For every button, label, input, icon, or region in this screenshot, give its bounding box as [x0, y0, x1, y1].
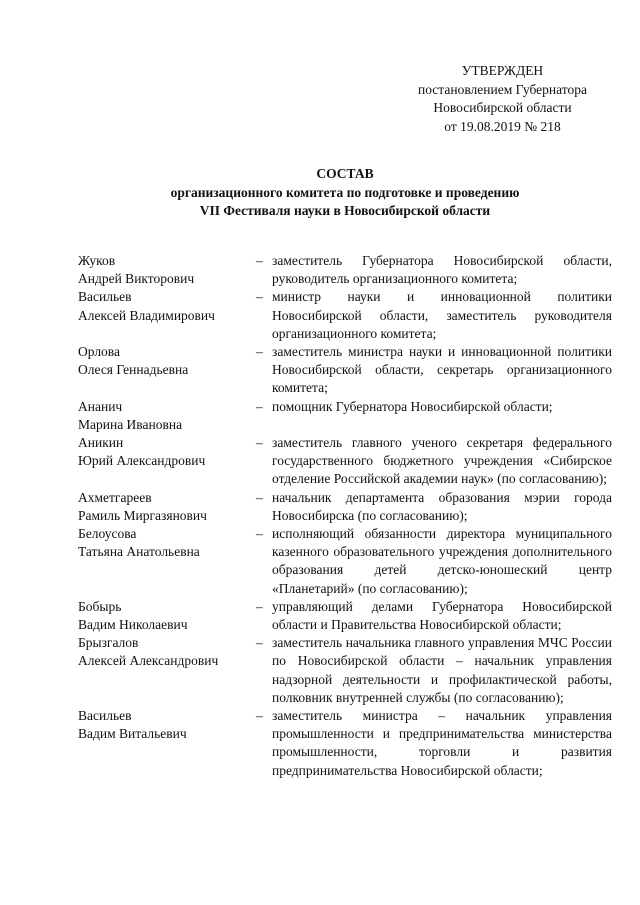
member-name	[78, 288, 256, 343]
member-given-names: Татьяна Анатольевна	[78, 544, 200, 560]
member-role: заместитель Губернатора Новосибирской области, руководитель организационного комитета;	[272, 253, 612, 287]
member-entry	[78, 398, 612, 434]
approval-region: Новосибирской области	[433, 100, 572, 115]
member-role: заместитель начальника главного управления МЧС России по Новосибирской области – начальник управления надзорной деятельности и профилактической работы, полковник внутренней службы (по согласованию);	[272, 635, 612, 705]
approval-date-number: от 19.08.2019 № 218	[444, 118, 561, 134]
member-surname: Бобырь	[78, 598, 122, 614]
member-given-names: Алексей Александрович	[78, 653, 219, 669]
member-entry	[78, 288, 612, 343]
approval-stamp	[395, 62, 610, 136]
member-entry	[78, 489, 612, 525]
member-dash: –	[256, 635, 263, 651]
approval-title: УТВЕРЖДЕН	[461, 63, 544, 78]
member-role: управляющий делами Губернатора Новосибирской области и Правительства Новосибирской области;	[272, 598, 612, 633]
member-given-names: Вадим Николаевич	[78, 617, 188, 633]
member-role: министр науки и инновационной политики Новосибирской области, заместитель руководителя организационного комитета;	[272, 289, 612, 341]
member-role: помощник Губернатора Новосибирской области;	[272, 398, 553, 414]
member-surname: Васильев	[78, 289, 132, 305]
member-surname: Жуков	[78, 253, 116, 268]
member-role: начальник департамента образования мэрии города Новосибирска (по согласованию);	[272, 489, 612, 523]
member-dash: –	[256, 289, 263, 305]
member-dash: –	[256, 489, 263, 505]
member-name	[78, 707, 256, 780]
member-dash: –	[256, 708, 263, 724]
member-surname: Васильев	[78, 708, 132, 724]
member-given-names: Андрей Викторович	[78, 271, 195, 287]
member-role: исполняющий обязанности директора муниципального казенного образовательного учреждения дополнительного образования детей детско-юношеский центр «Планетарий» (по согласованию);	[272, 526, 612, 596]
member-given-names: Рамиль Миргазянович	[78, 507, 207, 523]
member-dash: –	[256, 435, 263, 451]
approval-authority: постановлением Губернатора	[418, 81, 587, 97]
member-given-names: Вадим Витальевич	[78, 726, 187, 742]
member-role: заместитель министра – начальник управления промышленности и предпринимательства министерства промышленности, торговли и развития предпринимательства Новосибирской области;	[272, 708, 612, 778]
member-name	[78, 343, 256, 398]
member-dash: –	[256, 253, 263, 268]
member-name	[78, 489, 256, 525]
member-entry	[78, 434, 612, 489]
member-entry	[78, 525, 612, 598]
member-surname: Брызгалов	[78, 635, 139, 651]
member-surname: Орлова	[78, 344, 120, 360]
member-name	[78, 398, 256, 434]
member-name	[78, 252, 256, 288]
document-subtitle-line-1: организационного комитета по подготовке и проведению	[170, 184, 520, 200]
member-name	[78, 598, 256, 634]
member-dash: –	[256, 344, 263, 360]
member-surname: Аникин	[78, 435, 124, 451]
member-given-names: Марина Ивановна	[78, 416, 183, 432]
member-role: заместитель главного ученого секретаря федерального государственного бюджетного учреждения «Сибирское отделение Российской академии наук» (по согласованию);	[272, 435, 612, 487]
member-name	[78, 525, 256, 598]
document-title: СОСТАВ	[316, 166, 374, 181]
member-given-names: Олеся Геннадьевна	[78, 362, 189, 378]
member-entry	[78, 343, 612, 398]
member-surname: Белоусова	[78, 526, 137, 542]
member-list	[78, 252, 612, 780]
member-given-names: Алексей Владимирович	[78, 307, 215, 323]
member-name	[78, 634, 256, 707]
member-name	[78, 434, 256, 489]
member-entry	[78, 252, 612, 288]
member-surname: Ананич	[78, 398, 123, 414]
member-given-names: Юрий Александрович	[78, 453, 206, 469]
member-role: заместитель министра науки и инновационной политики Новосибирской области, секретарь организационного комитета;	[272, 344, 612, 396]
member-entry	[78, 707, 612, 780]
member-dash: –	[256, 398, 263, 414]
member-dash: –	[256, 526, 263, 542]
document-heading	[80, 165, 610, 221]
member-surname: Ахметгареев	[78, 489, 152, 505]
member-entry	[78, 634, 612, 707]
member-entry	[78, 598, 612, 634]
document-subtitle-line-2: VII Фестиваля науки в Новосибирской области	[199, 203, 491, 218]
member-dash: –	[256, 598, 263, 614]
